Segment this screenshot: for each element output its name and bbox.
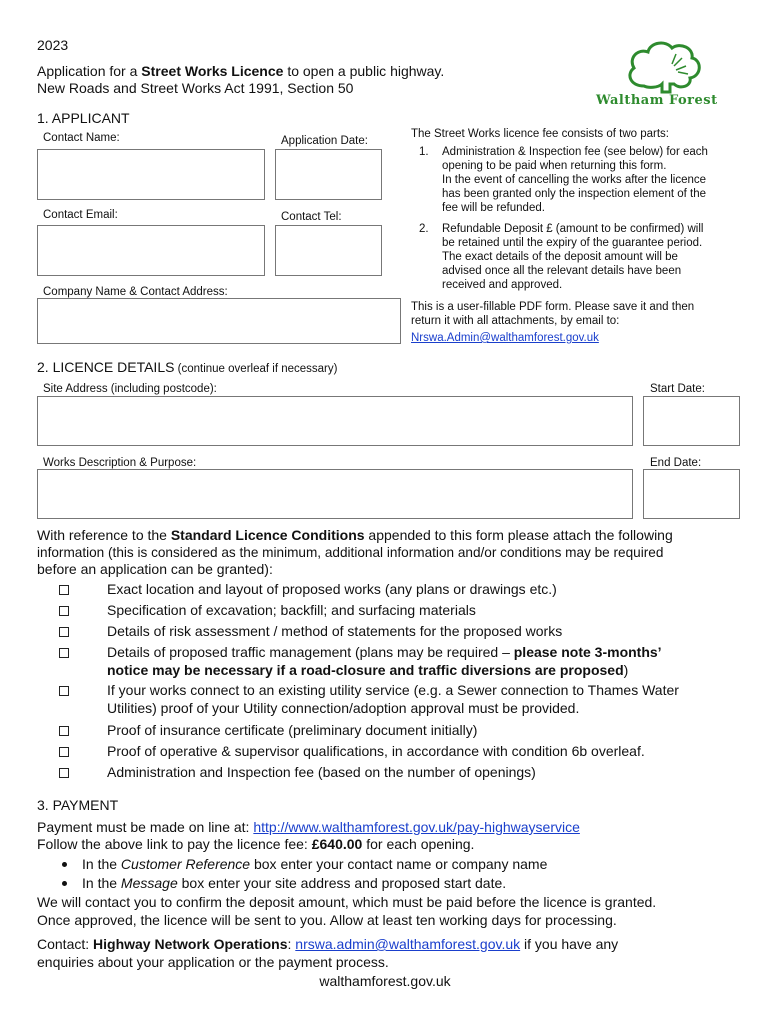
contact-email-label: Contact Email: <box>43 209 118 221</box>
pdf-note-line: return it with all attachments, by email to: <box>411 315 620 327</box>
conditions-line: before an application can be granted): <box>37 561 273 577</box>
fee-item-2-number: 2. <box>419 223 429 235</box>
requirement-traffic-management <box>107 644 747 679</box>
payment-text: box enter your contact name or company name <box>250 856 548 872</box>
licence-heading-text: 2. LICENCE DETAILS <box>37 359 175 375</box>
approval-note: Once approved, the licence will be sent to you. Allow at least ten working days for processing. <box>37 912 617 928</box>
traffic-notice-bold: please note 3-months’ <box>513 644 662 660</box>
traffic-text: Details of proposed traffic management (plans may be required – <box>107 644 514 660</box>
pdf-note <box>411 300 756 328</box>
checkbox-location[interactable] <box>59 585 69 595</box>
footer-site: walthamforest.gov.uk <box>319 973 451 989</box>
applicant-heading: 1. APPLICANT <box>37 110 130 126</box>
payment-text: Payment must be made on line at: <box>37 819 254 835</box>
contact-name-label: Contact Name: <box>43 132 120 144</box>
requirement-location: Exact location and layout of proposed works (any plans or drawings etc.) <box>107 581 557 597</box>
bullet-icon <box>62 881 67 886</box>
payment-bullet-2 <box>82 875 506 892</box>
utility-line: If your works connect to an existing utility service (e.g. a Sewer connection to Thames Water <box>107 682 679 698</box>
pdf-note-line: This is a user-fillable PDF form. Please save it and then <box>411 301 695 313</box>
application-date-field[interactable] <box>275 149 382 200</box>
start-date-field[interactable] <box>643 396 740 446</box>
fee-info-intro: The Street Works licence fee consists of two parts: <box>411 128 670 140</box>
licence-heading <box>37 359 337 377</box>
requirement-qualifications: Proof of operative & supervisor qualifications, in accordance with condition 6b overleaf. <box>107 743 645 759</box>
requirement-risk-assessment: Details of risk assessment / method of statements for the proposed works <box>107 623 563 639</box>
checkbox-risk-assessment[interactable] <box>59 627 69 637</box>
requirement-excavation: Specification of excavation; backfill; and surfacing materials <box>107 602 476 618</box>
traffic-notice-bold: notice may be necessary if a road-closure and traffic diversions are proposed <box>107 661 624 678</box>
tree-logo-icon <box>592 36 732 94</box>
payment-text: In the <box>82 875 121 891</box>
title-bold: Street Works Licence <box>141 63 284 79</box>
requirement-insurance: Proof of insurance certificate (preliminary document initially) <box>107 722 478 738</box>
contact-line-2: enquiries about your application or the payment process. <box>37 954 389 970</box>
waltham-forest-logo <box>592 36 732 112</box>
works-description-label: Works Description & Purpose: <box>43 457 197 469</box>
message-term: Message <box>120 875 178 891</box>
payment-text: for each opening. <box>362 836 475 852</box>
standard-licence-conditions: Standard Licence Conditions <box>170 527 365 543</box>
fee-item-2 <box>442 222 747 292</box>
deposit-note: We will contact you to confirm the deposit amount, which must be paid before the licence is granted. <box>37 894 657 910</box>
fee-item-2-line: The exact details of the deposit amount will be <box>442 251 678 263</box>
site-address-field[interactable] <box>37 396 633 446</box>
conditions-text: appended to this form please attach the following <box>364 527 673 543</box>
site-address-label: Site Address (including postcode): <box>43 383 217 395</box>
contact-tel-label: Contact Tel: <box>281 211 342 223</box>
payment-line-1 <box>37 819 580 836</box>
fee-item-2-line: advised once all the relevant details have been <box>442 265 682 277</box>
payment-text: In the <box>82 856 121 872</box>
end-date-field[interactable] <box>643 469 740 519</box>
requirement-utility <box>107 682 747 717</box>
fee-item-1 <box>442 145 747 215</box>
fee-item-1-line: opening to be paid when returning this form. <box>442 160 667 172</box>
fee-item-1-line: Administration & Inspection fee (see below) for each <box>442 146 708 158</box>
contact-email-field[interactable] <box>37 225 265 276</box>
conditions-line <box>37 527 757 544</box>
checkbox-qualifications[interactable] <box>59 747 69 757</box>
conditions-text: With reference to the <box>37 527 171 543</box>
licence-heading-note: (continue overleaf if necessary) <box>174 363 338 375</box>
checkbox-traffic-management[interactable] <box>59 648 69 658</box>
customer-reference-term: Customer Reference <box>120 856 251 872</box>
checkbox-excavation[interactable] <box>59 606 69 616</box>
contact-text: : <box>287 936 296 952</box>
payment-heading: 3. PAYMENT <box>37 797 119 813</box>
licence-fee: £640.00 <box>311 836 363 852</box>
checkbox-utility[interactable] <box>59 686 69 696</box>
logo-text: Waltham Forest <box>596 93 718 108</box>
title-post: to open a public highway. <box>283 63 445 79</box>
contact-text: if you have any <box>520 936 619 952</box>
year: 2023 <box>37 37 69 53</box>
contact-tel-field[interactable] <box>275 225 382 276</box>
admin-email-link[interactable]: Nrswa.Admin@walthamforest.gov.uk <box>411 332 599 344</box>
end-date-label: End Date: <box>650 457 702 469</box>
fee-item-2-line: Refundable Deposit £ (amount to be confirmed) will <box>442 223 704 235</box>
works-description-field[interactable] <box>37 469 633 519</box>
contact-text: Contact: <box>37 936 94 952</box>
pay-highway-service-link[interactable]: http://www.walthamforest.gov.uk/pay-highwayservice <box>253 819 580 835</box>
company-address-label: Company Name & Contact Address: <box>43 286 228 298</box>
fee-item-1-line: fee will be refunded. <box>442 202 545 214</box>
payment-text: box enter your site address and proposed start date. <box>177 875 507 891</box>
payment-bullet-1 <box>82 856 547 873</box>
contact-line <box>37 936 618 953</box>
form-title <box>37 63 444 80</box>
conditions-line: information (this is considered as the minimum, additional information and/or conditions may be required <box>37 545 664 560</box>
conditions-intro <box>37 527 757 578</box>
application-date-label: Application Date: <box>281 135 368 147</box>
fee-item-1-line: In the event of cancelling the works after the licence <box>442 174 707 186</box>
contact-name-field[interactable] <box>37 149 265 200</box>
highway-network-operations: Highway Network Operations <box>93 936 288 952</box>
fee-item-1-line: has been granted only the inspection element of the <box>442 188 707 200</box>
payment-text: Follow the above link to pay the licence fee: <box>37 836 312 852</box>
fee-item-1-number: 1. <box>419 146 429 158</box>
requirement-inspection-fee: Administration and Inspection fee (based on the number of openings) <box>107 764 536 780</box>
checkbox-insurance[interactable] <box>59 726 69 736</box>
act-reference: New Roads and Street Works Act 1991, Section 50 <box>37 80 354 96</box>
fee-item-2-line: received and approved. <box>442 279 563 291</box>
fee-item-2-line: be retained until the expiry of the guarantee period. <box>442 237 703 249</box>
checkbox-inspection-fee[interactable] <box>59 768 69 778</box>
bullet-icon <box>62 862 67 867</box>
company-address-field[interactable] <box>37 298 401 344</box>
traffic-text: ) <box>623 661 629 678</box>
contact-email-link[interactable]: nrswa.admin@walthamforest.gov.uk <box>295 936 521 952</box>
payment-line-2 <box>37 836 474 853</box>
utility-line: Utilities) proof of your Utility connection/adoption approval must be provided. <box>107 699 580 716</box>
start-date-label: Start Date: <box>650 383 705 395</box>
title-pre: Application for a <box>37 63 142 79</box>
